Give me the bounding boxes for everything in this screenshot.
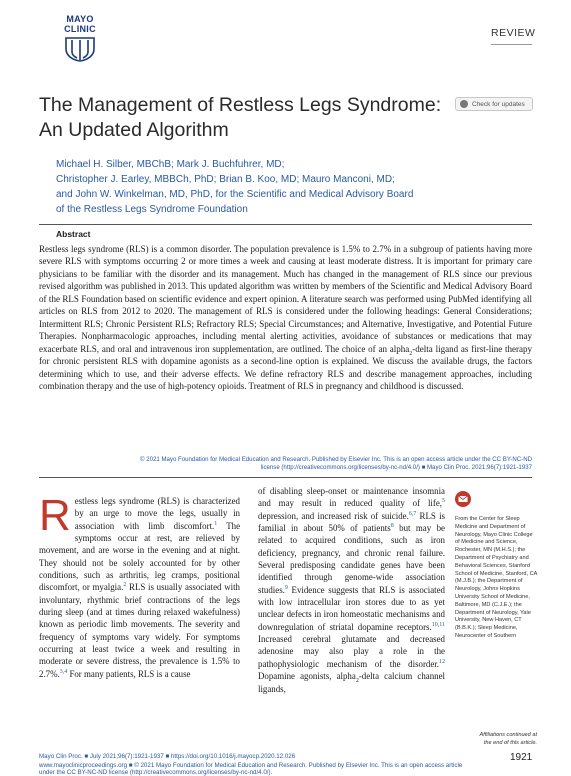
logo-line-1: MAYO xyxy=(66,14,94,24)
citation[interactable]: 5 xyxy=(442,498,445,505)
author-line: of the Restless Legs Syndrome Foundation xyxy=(56,204,248,215)
abstract-text: Restless legs syndrome (RLS) is a common disorder. The population prevalence is 1.5% to 2.7% in a subgroup of patients having more severe RLS with symptoms occurring 2 or more times a week and causing at least moderate distress. It is important for primary care physicians to be familiar with the disorder and its management. Much has changed in the management of RLS since our previous revised algorithm was published in 2013. This updated algorithm was written by members of the Scientific and Medical Advisory Board of the RLS Foundation based on scientific evidence and expert opinion. A literature search was performed using PubMed identifying all articles on RLS from 2012 to 2020. The management of RLS is considered under the following headings: General Considerations; Intermittent RLS; Chronic Persistent RLS; Refractory RLS; Special Circumstances; and Alternative, Investigative, and Potential Future Therapies. Nonpharmacologic approaches, including mental alerting activities, avoidance of substances or medications that may exacerbate RLS, and oral and intravenous iron supplementation, are outlined. The choice of an alpha$_2$-delta ligand as first-line therapy for chronic persistent RLS with dopamine agonists as a second-line option is explained. We discuss the available drugs, the factors determining which to use, and their adverse effects. We define refractory RLS and describe management approaches, including combination therapy and the use of high-potency opioids. Treatment of RLS in pregnancy and childhood is discussed. xyxy=(39,244,532,391)
drop-cap: R xyxy=(39,491,71,540)
citation[interactable]: 12 xyxy=(439,658,445,665)
update-badge-icon xyxy=(460,100,468,108)
body-column-1: Restless legs syndrome (RLS) is characterized by an urge to move the legs, usually in association with limb discomfort.$^1$ The symptoms occur at rest, are relieved by movement, and are worse in the evening and at night. They should not be solely accounted for by other conditions, such as arthritis, leg cramps, positional discomfort, or myalgia.$^2$ RLS is usually associated with involuntary, rhythmic brief contractions of the legs during sleep (and at times during relaxed wakefulness) known as periodic limb movements. The severity and frequency of symptoms vary widely. For symptoms occurring at least twice a week and resulting in moderate or severe distress, the prevalence is 1.5% to 2.7%.$^{3,4}$ For many patients, RLS is a cause xyxy=(39,491,241,679)
citation[interactable]: 9 xyxy=(284,584,288,591)
mayo-clinic-logo xyxy=(40,14,120,62)
abstract-bottom-rule xyxy=(39,477,532,478)
copyright-line[interactable]: license (http://creativecommons.org/licenses/by-nc-nd/4.0/) ■ Mayo Clin Proc. 2021;96(7):1921-1937 xyxy=(260,464,532,471)
body-column-2: of disabling sleep-onset or maintenance insomnia and may result in reduced quality of life,$^5$ depression, and increased risk of suicide.$^{6,7}$ RLS is familial in about 50% of patients$^8$ but may be related to acquired conditions, such as iron deficiency, pregnancy, and chronic renal failure. Several predisposing candidate genes have been identified through genome-wide association studies.$^9$ Evidence suggests that RLS is associated with low intracellular iron stores due to as yet unclear defects in iron homeostatic mechanisms and downregulation of striatal dopamine receptors.$^{10,11}$ Increased cerebral glutamate and decreased adenosine may also play a role in the pathophysiologic mechanism of the disorder.$^{12}$ Dopamine agonists, alpha$_2$-delta calcium channel ligands, xyxy=(258,486,446,694)
affiliations-text: From the Center for Sleep Medicine and Department of Neurology, Mayo Clinic College of Medicine and Science, Rochester, MN (M.H.S.); the Department of Psychiatry and Behavioral Sciences, Stanford School of Medicine, Stanford, CA (M.J.B.); the Department of Neurology, Johns Hopkins University School of Medicine, Baltimore, MD (C.J.E.); the Department of Neurology, Yale University, New Haven, CT (B.B.K.); Sleep Medicine, Neurocenter of Southern xyxy=(455,516,538,639)
author-line: Michael H. Silber, MBChB; Mark J. Buchfuhrer, MD; xyxy=(56,159,285,170)
footer-citation[interactable]: Mayo Clin Proc. ■ July 2021;96(7):1921-1937 ■ https://doi.org/10.1016/j.mayocp.2020.12.026 xyxy=(39,753,296,760)
affiliations-continued: Affiliations continued at the end of this article. xyxy=(479,732,537,746)
copyright-notice xyxy=(39,456,532,472)
section-rule xyxy=(491,44,532,45)
citation[interactable]: 10,11 xyxy=(431,621,445,628)
check-for-updates-label: Check for updates xyxy=(472,100,525,108)
email-icon[interactable] xyxy=(455,491,471,507)
footer-license: www.mayoclinicproceedings.org ■ © 2021 Mayo Foundation for Medical Education and Research. Published by Elsevier Inc. This is an open access article under the CC BY-NC-ND license (http://creativecommons.org/licenses/by-nc-nd/4.0/). xyxy=(39,762,463,776)
citation[interactable]: 3,4 xyxy=(59,668,68,675)
check-for-updates-button[interactable] xyxy=(455,97,533,111)
copyright-line: © 2021 Mayo Foundation for Medical Education and Research. Published by Elsevier Inc. This is an open access article under the CC BY-NC-ND xyxy=(140,456,532,463)
author-line: and John W. Winkelman, MD, PhD, for the Scientific and Medical Advisory Board xyxy=(56,189,414,200)
article-title: The Management of Restless Legs Syndrome: An Updated Algorithm xyxy=(39,94,442,141)
author-list xyxy=(56,157,526,217)
abstract-top-rule xyxy=(39,224,532,225)
citation[interactable]: 8 xyxy=(390,523,394,530)
logo-line-2: CLINIC xyxy=(64,24,96,34)
citation[interactable]: 1 xyxy=(214,520,218,527)
section-label: REVIEW xyxy=(491,27,536,39)
abstract-heading: Abstract xyxy=(56,229,91,239)
author-line: Christopher J. Earley, MBBCh, PhD; Brian B. Koo, MD; Mauro Manconi, MD; xyxy=(56,174,395,185)
page-number: 1921 xyxy=(510,752,533,763)
citation[interactable]: 6,7 xyxy=(408,510,417,517)
shield-icon xyxy=(62,36,98,62)
citation[interactable]: 2 xyxy=(123,582,127,589)
